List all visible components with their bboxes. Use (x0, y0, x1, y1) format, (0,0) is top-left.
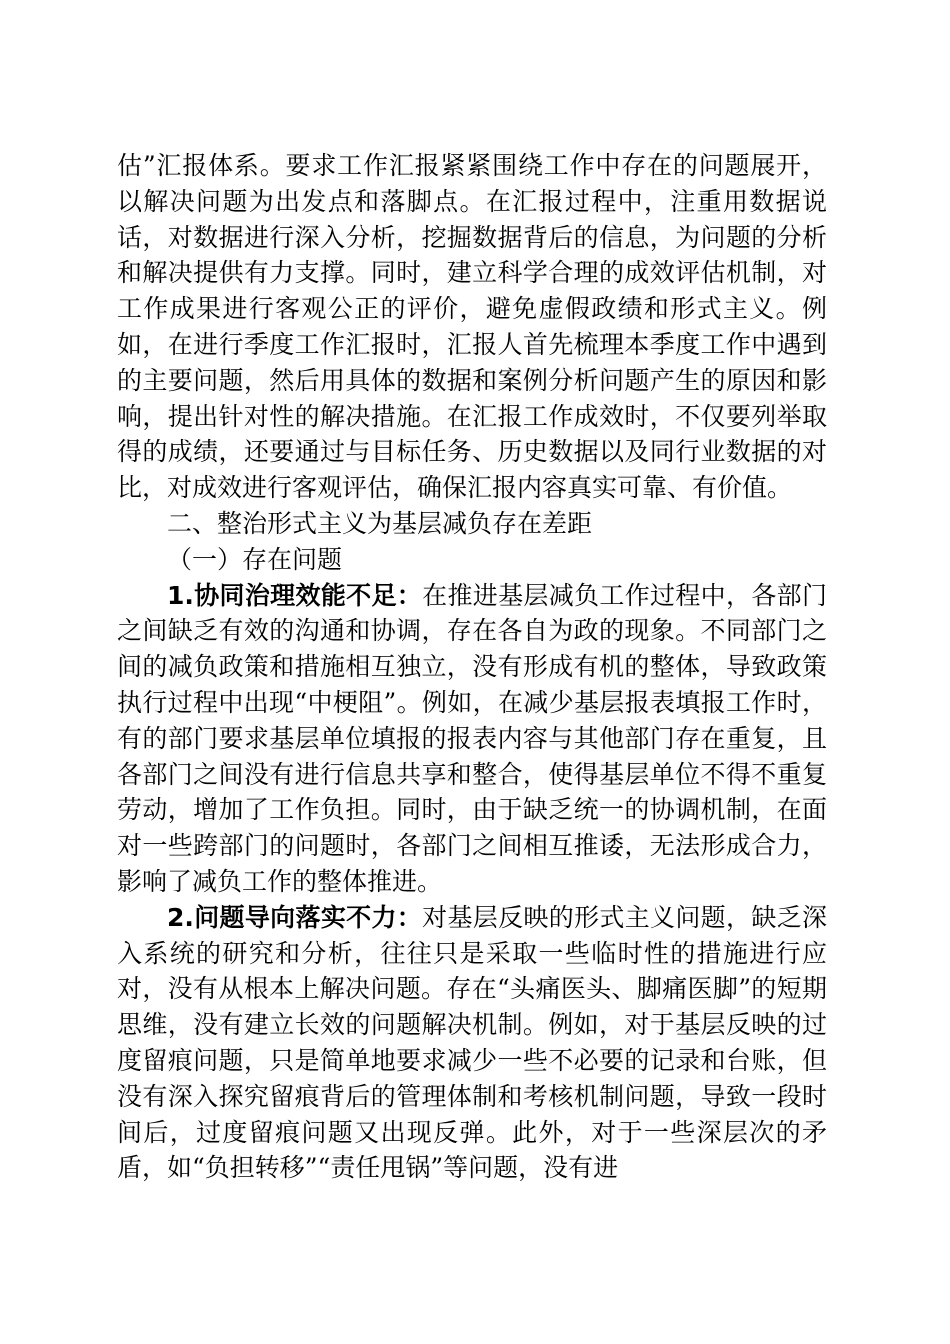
item-body-text: 在推进基层减负工作过程中，各部门之间缺乏有效的沟通和协调，存在各自为政的现象。不同部门之间的减负政策和措施相互独立，没有形成有机的整体，导致政策执行过程中出现“中梗阻”。例如，在减少基层报表填报工作时，有的部门要求基层单位填报的报表内容与其他部门存在重复，且各部门之间没有进行信息共享和整合，使得基层单位不得不重复劳动，增加了工作负担。同时，由于缺乏统一的协调机制，在面对一些跨部门的问题时，各部门之间相互推诿，无法形成合力，影响了减负工作的整体推进。 (117, 580, 827, 896)
item-body-text: 对基层反映的形式主义问题，缺乏深入系统的研究和分析，往往只是采取一些临时性的措施进行应对，没有从根本上解决问题。存在“头痛医头、脚痛医脚”的短期思维，没有建立长效的问题解决机制。例如，对于基层反映的过度留痕问题，只是简单地要求减少一些不必要的记录和台账，但没有深入探究留痕背后的管理体制和考核机制问题，导致一段时间后，过度留痕问题又出现反弹。此外，对于一些深层次的矛盾，如“负担转移”“责任甩锅”等问题，没有进 (117, 902, 827, 1183)
document-page (117, 148, 827, 1186)
section-heading: 二、整治形式主义为基层减负存在差距 (167, 508, 593, 538)
item-lead-title: 1.协同治理效能不足： (167, 580, 423, 610)
list-item (117, 900, 827, 1186)
subsection-heading: （一）存在问题 (167, 544, 343, 574)
item-lead-title: 2.问题导向落实不力： (167, 902, 423, 932)
list-item (117, 578, 827, 900)
body-paragraph: 估”汇报体系。要求工作汇报紧紧围绕工作中存在的问题展开，以解决问题为出发点和落脚点。在汇报过程中，注重用数据说话，对数据进行深入分析，挖掘数据背后的信息，为问题的分析和解决提供有力支撑。同时，建立科学合理的成效评估机制，对工作成果进行客观公正的评价，避免虚假政绩和形式主义。例如，在进行季度工作汇报时，汇报人首先梳理本季度工作中遇到的主要问题，然后用具体的数据和案例分析问题产生的原因和影响，提出针对性的解决措施。在汇报工作成效时，不仅要列举取得的成绩，还要通过与目标任务、历史数据以及同行业数据的对比，对成效进行客观评估，确保汇报内容真实可靠、有价值。 (117, 151, 827, 503)
